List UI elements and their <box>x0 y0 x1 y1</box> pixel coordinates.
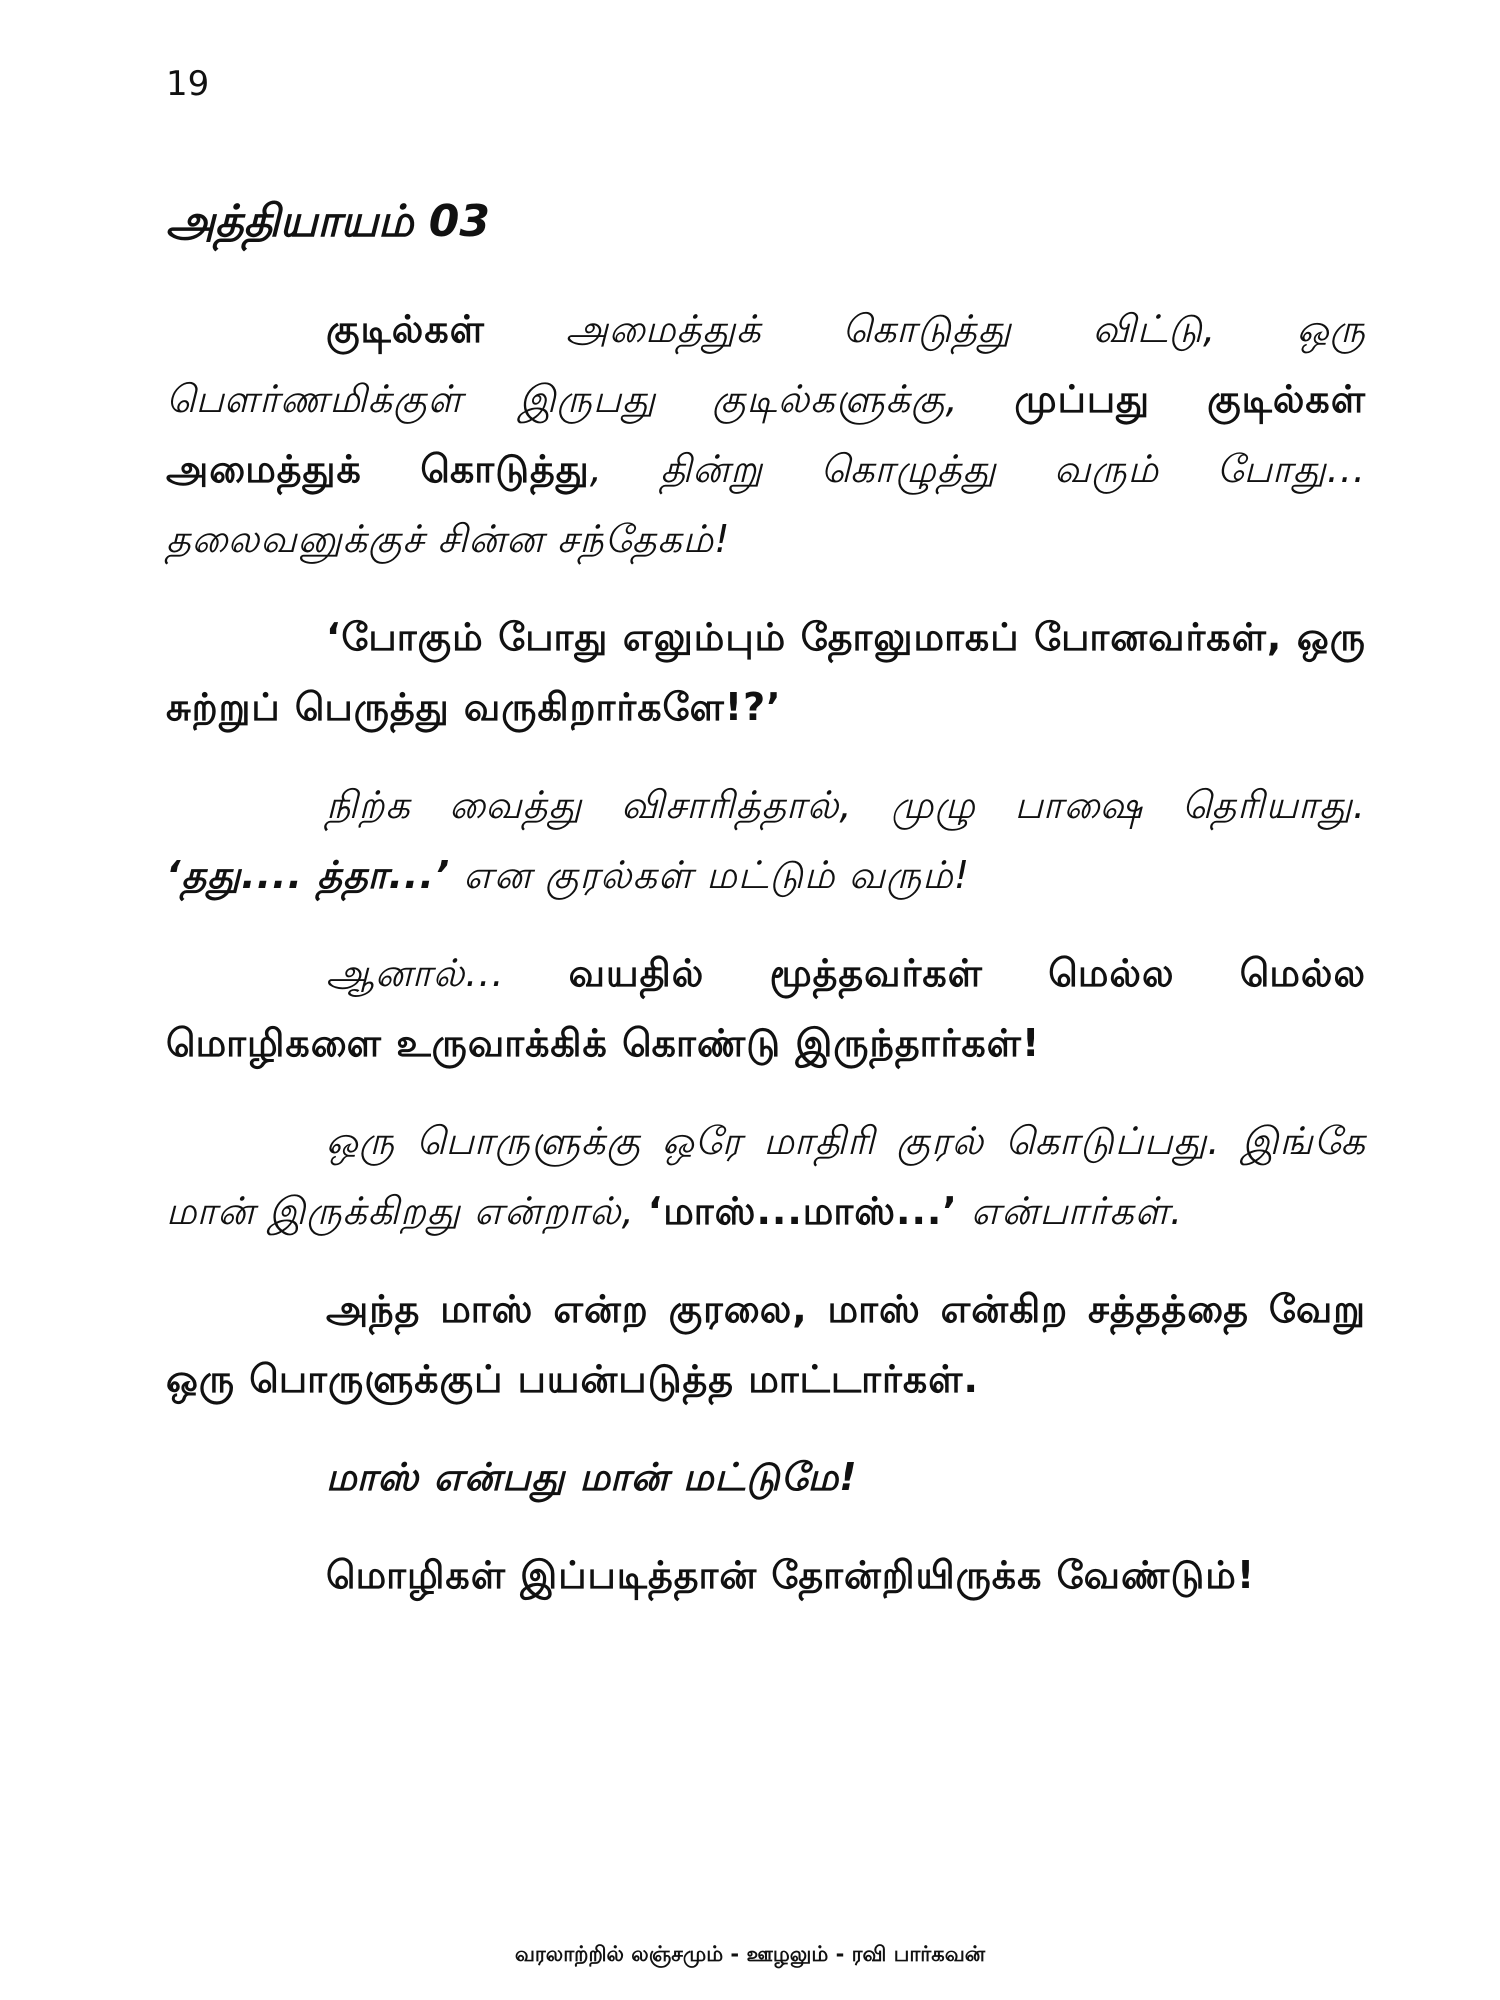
paragraph-7-bold: மாஸ் என்பது மான் மட்டுமே! <box>326 1455 858 1499</box>
paragraph-3-text: நிற்க வைத்து விசாரித்தால், முழு பாஷை தெரியாது. <box>326 783 1366 827</box>
book-footer: வரலாற்றில் லஞ்சமும் - ஊழலும் - ரவி பார்கவன் <box>514 1942 986 1966</box>
paragraph-5-text: ஒரு பொருளுக்கு ஒரே மாதிரி குரல் கொடுப்பது. இங்கே மான் இருக்கிறது என்றால், <box>166 1119 1366 1233</box>
paragraph-1 <box>166 294 1366 574</box>
paragraph-1-text: அமைத்துக் கொடுத்து விட்டு, ஒரு பௌர்ணமிக்குள் இருபது குடில்களுக்கு, <box>166 307 1366 421</box>
page-number: 19 <box>166 64 210 104</box>
chapter-title: அத்தியாயம் 03 <box>166 196 491 247</box>
paragraph-1-bold-phrase: முப்பது குடில்கள் அமைத்துக் கொடுத்து <box>166 377 1366 491</box>
paragraph-2 <box>166 602 1366 742</box>
paragraph-2-quote: ‘போகும் போது எலும்பும் தோலுமாகப் போனவர்கள், ஒரு சுற்றுப் பெருத்து வருகிறார்களே!?’ <box>166 615 1366 729</box>
paragraph-1-text-end: , தின்று கொழுத்து வரும் போது... தலைவனுக்குச் சின்ன சந்தேகம்! <box>166 447 1366 561</box>
paragraph-5-text-end: என்பார்கள். <box>957 1189 1184 1233</box>
paragraph-3-quote: ‘தது.... த்தா...’ <box>166 853 451 897</box>
paragraph-8 <box>166 1540 1366 1610</box>
paragraph-3-text-end: என குரல்கள் மட்டும் வரும்! <box>450 853 971 897</box>
paragraph-1-bold-lead: குடில்கள் <box>326 307 485 351</box>
paragraph-5 <box>166 1106 1366 1246</box>
paragraph-7 <box>166 1442 1366 1512</box>
paragraph-4-lead: ஆனால்... <box>326 951 569 995</box>
paragraph-4 <box>166 938 1366 1078</box>
paragraph-6 <box>166 1274 1366 1414</box>
paragraph-4-bold: வயதில் மூத்தவர்கள் மெல்ல மெல்ல மொழிகளை உருவாக்கிக் கொண்டு இருந்தார்கள்! <box>166 951 1366 1065</box>
paragraph-5-quote: ‘மாஸ்...மாஸ்...’ <box>647 1189 958 1233</box>
body-text <box>166 294 1366 1638</box>
paragraph-6-bold: அந்த மாஸ் என்ற குரலை, மாஸ் என்கிற சத்தத்தை வேறு ஒரு பொருளுக்குப் பயன்படுத்த மாட்டார்கள். <box>166 1287 1366 1401</box>
paragraph-3 <box>166 770 1366 910</box>
paragraph-8-bold: மொழிகள் இப்படித்தான் தோன்றியிருக்க வேண்டும்! <box>326 1553 1256 1597</box>
